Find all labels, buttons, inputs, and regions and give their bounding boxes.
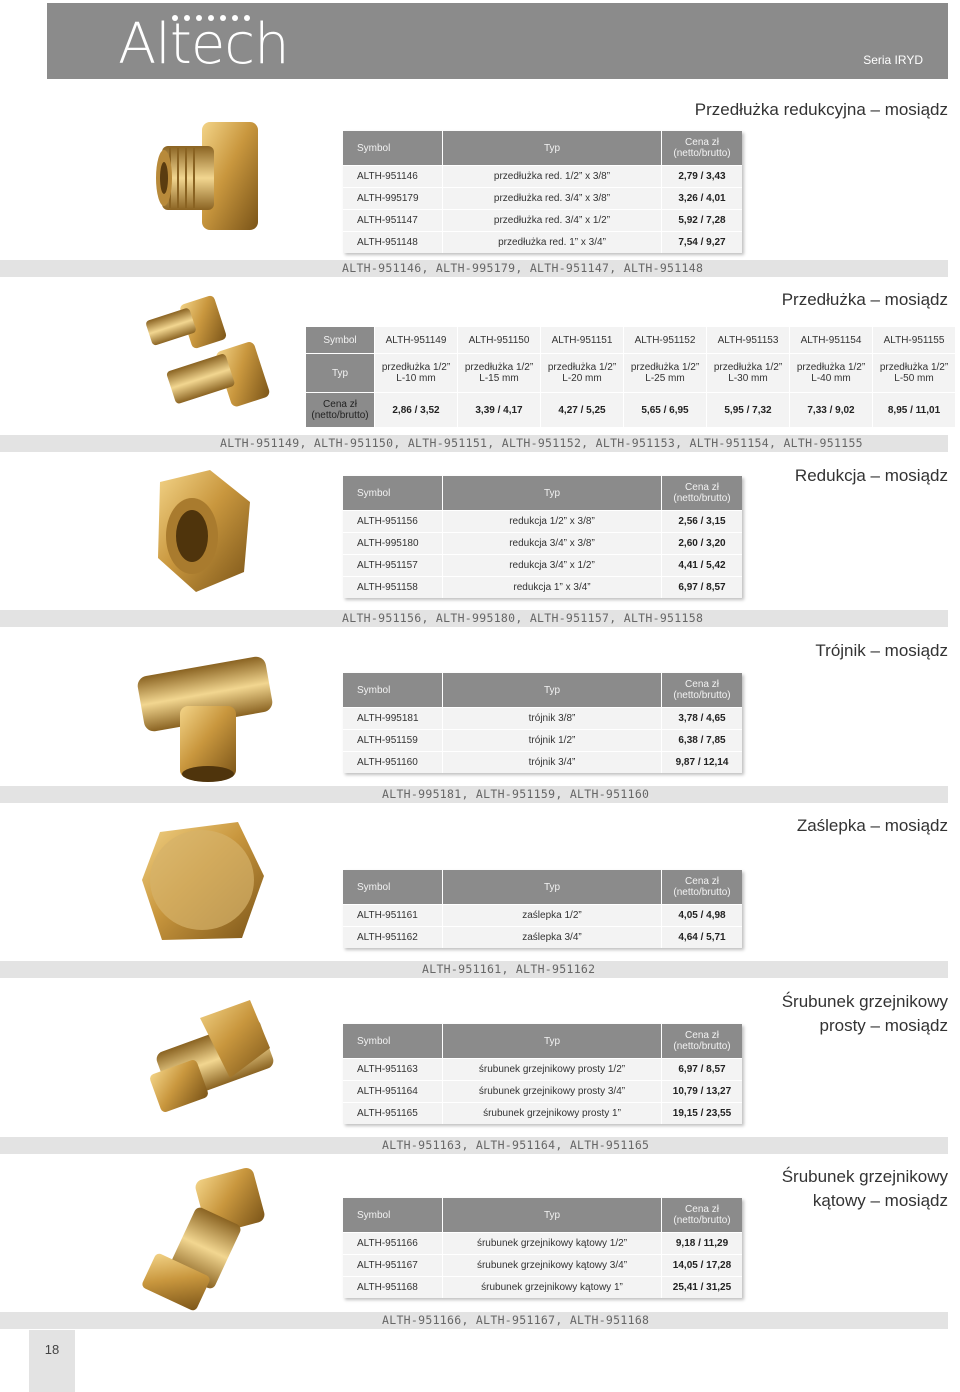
column-header-symbol: Symbol (343, 1198, 443, 1233)
table-cell: przedłużka red. 3/4” x 3/8” (443, 188, 662, 210)
product-photo-reducing-extension (140, 110, 270, 240)
section-title-srubunek-prosty: Śrubunek grzejnikowy prosty – mosiądz (781, 992, 948, 1035)
table-row (343, 533, 742, 555)
table-cell: ALTH-951165 (343, 1103, 443, 1125)
table-cell: ALTH-951158 (343, 577, 443, 599)
page-number: 18 (44, 1342, 60, 1357)
table-cell: ALTH-951167 (343, 1255, 443, 1277)
table-cell: 8,95 / 11,01 (873, 393, 956, 428)
table-cell: przedłużka red. 1” x 3/4” (443, 232, 662, 254)
codes-label: ALTH-951161, ALTH-951162 (422, 962, 596, 976)
price-table-srubunek-prosty (343, 1024, 742, 1124)
price-table-srubunek-katowy (343, 1198, 742, 1298)
page-header (47, 3, 948, 79)
section-title-przedluzka-redukcyjna: Przedłużka redukcyjna – mosiądz (694, 100, 948, 119)
table-cell: śrubunek grzejnikowy kątowy 3/4” (443, 1255, 662, 1277)
table-cell: ALTH-995179 (343, 188, 443, 210)
codes-label: ALTH-951166, ALTH-951167, ALTH-951168 (382, 1313, 650, 1327)
table-row (343, 1081, 742, 1103)
product-photo-cap (138, 814, 268, 949)
product-photo-reducer (140, 462, 270, 602)
table-cell: ALTH-951161 (343, 905, 443, 927)
table-row-cena (306, 393, 956, 428)
column-header-cena: Cena zł (netto/brutto) (662, 476, 743, 511)
table-cell: przedłużka 1/2” L-10 mm (375, 354, 458, 393)
table-row (343, 752, 742, 774)
table-cell: 14,05 / 17,28 (662, 1255, 743, 1277)
table-cell: Symbol (306, 327, 375, 354)
table-cell: ALTH-951160 (343, 752, 443, 774)
table-cell: zaślepka 3/4” (443, 927, 662, 949)
codes-label: ALTH-951156, ALTH-995180, ALTH-951157, ALTH-951158 (342, 611, 704, 625)
table-cell: ALTH-951153 (707, 327, 790, 354)
table-cell: przedłużka red. 1/2” x 3/8” (443, 166, 662, 188)
column-header-symbol: Symbol (343, 870, 443, 905)
table-cell: przedłużka 1/2” L-25 mm (624, 354, 707, 393)
table-cell: śrubunek grzejnikowy kątowy 1/2” (443, 1233, 662, 1255)
table-row (343, 166, 742, 188)
table-row (343, 730, 742, 752)
table-cell: ALTH-951152 (624, 327, 707, 354)
table-cell: śrubunek grzejnikowy kątowy 1” (443, 1277, 662, 1299)
table-row (343, 927, 742, 949)
page-number-box (29, 1330, 75, 1392)
table-cell: 3,26 / 4,01 (662, 188, 743, 210)
table-cell: 2,79 / 3,43 (662, 166, 743, 188)
table-cell: 3,39 / 4,17 (458, 393, 541, 428)
codes-label: ALTH-995181, ALTH-951159, ALTH-951160 (382, 787, 650, 801)
table-cell: 10,79 / 13,27 (662, 1081, 743, 1103)
table-cell: 4,41 / 5,42 (662, 555, 743, 577)
codes-band (0, 260, 948, 277)
table-cell: trójnik 3/8” (443, 708, 662, 730)
column-header-cena: Cena zł (netto/brutto) (662, 1024, 743, 1059)
table-cell: redukcja 1” x 3/4” (443, 577, 662, 599)
table-cell: śrubunek grzejnikowy prosty 3/4” (443, 1081, 662, 1103)
table-row (343, 232, 742, 254)
table-cell: redukcja 3/4” x 1/2” (443, 555, 662, 577)
table-cell: śrubunek grzejnikowy prosty 1” (443, 1103, 662, 1125)
table-row (343, 511, 742, 533)
table-cell: ALTH-995181 (343, 708, 443, 730)
table-cell: 9,18 / 11,29 (662, 1233, 743, 1255)
table-cell: 2,60 / 3,20 (662, 533, 743, 555)
column-header-cena: Cena zł (netto/brutto) (662, 1198, 743, 1233)
table-row (343, 1103, 742, 1125)
product-photo-tee (130, 636, 280, 786)
column-header-typ: Typ (443, 870, 662, 905)
column-header-symbol: Symbol (343, 131, 443, 166)
table-row (343, 1277, 742, 1299)
table-row (343, 577, 742, 599)
table-cell: redukcja 3/4” x 3/8” (443, 533, 662, 555)
column-header-typ: Typ (443, 476, 662, 511)
codes-band (0, 610, 948, 627)
table-row (343, 210, 742, 232)
table-cell: 25,41 / 31,25 (662, 1277, 743, 1299)
table-cell: ALTH-951162 (343, 927, 443, 949)
table-cell: 2,56 / 3,15 (662, 511, 743, 533)
codes-label: ALTH-951149, ALTH-951150, ALTH-951151, ALTH-951152, ALTH-951153, ALTH-951154, ALTH-951155 (220, 436, 863, 450)
column-header-symbol: Symbol (343, 1024, 443, 1059)
column-header-typ: Typ (443, 1198, 662, 1233)
table-cell: ALTH-951147 (343, 210, 443, 232)
table-cell: 3,78 / 4,65 (662, 708, 743, 730)
table-cell: Cena zł (netto/brutto) (306, 393, 375, 428)
price-table-przedluzka-redukcyjna (343, 131, 742, 253)
column-header-cena: Cena zł (netto/brutto) (662, 131, 743, 166)
price-table-zaslepka (343, 870, 742, 948)
table-cell: ALTH-951155 (873, 327, 956, 354)
table-cell: trójnik 3/4” (443, 752, 662, 774)
product-photo-angle-union (140, 1163, 290, 1313)
table-cell: 5,65 / 6,95 (624, 393, 707, 428)
table-cell: przedłużka 1/2” L-30 mm (707, 354, 790, 393)
table-cell: 9,87 / 12,14 (662, 752, 743, 774)
table-cell: przedłużka 1/2” L-40 mm (790, 354, 873, 393)
table-cell: śrubunek grzejnikowy prosty 1/2” (443, 1059, 662, 1081)
price-table-przedluzka (306, 327, 956, 428)
table-cell: 4,64 / 5,71 (662, 927, 743, 949)
table-cell: ALTH-951151 (541, 327, 624, 354)
table-cell: ALTH-995180 (343, 533, 443, 555)
table-cell: 5,92 / 7,28 (662, 210, 743, 232)
table-row (343, 1233, 742, 1255)
table-cell: ALTH-951159 (343, 730, 443, 752)
table-cell: 2,86 / 3,52 (375, 393, 458, 428)
table-row (343, 555, 742, 577)
table-row (343, 905, 742, 927)
brand-logo: Altech (118, 12, 289, 77)
table-cell: przedłużka 1/2” L-15 mm (458, 354, 541, 393)
table-row-typ (306, 354, 956, 393)
codes-band (0, 786, 948, 803)
codes-band (0, 1312, 948, 1329)
table-cell: ALTH-951149 (375, 327, 458, 354)
table-row (343, 188, 742, 210)
section-title-przedluzka: Przedłużka – mosiądz (781, 290, 948, 309)
table-cell: przedłużka 1/2” L-20 mm (541, 354, 624, 393)
column-header-cena: Cena zł (netto/brutto) (662, 673, 743, 708)
table-row (343, 1255, 742, 1277)
price-table-redukcja (343, 476, 742, 598)
table-row-symbol (306, 327, 956, 354)
product-photo-straight-union (140, 988, 290, 1128)
table-cell: zaślepka 1/2” (443, 905, 662, 927)
section-title-trojnik: Trójnik – mosiądz (815, 641, 948, 660)
table-cell: 6,97 / 8,57 (662, 1059, 743, 1081)
table-row (343, 1059, 742, 1081)
price-table-trojnik (343, 673, 742, 773)
column-header-symbol: Symbol (343, 476, 443, 511)
table-cell: ALTH-951163 (343, 1059, 443, 1081)
table-cell: 6,38 / 7,85 (662, 730, 743, 752)
product-photo-extension (130, 292, 280, 422)
section-title-zaslepka: Zaślepka – mosiądz (796, 816, 948, 835)
column-header-typ: Typ (443, 1024, 662, 1059)
table-cell: 4,05 / 4,98 (662, 905, 743, 927)
table-cell: 7,54 / 9,27 (662, 232, 743, 254)
table-cell: ALTH-951150 (458, 327, 541, 354)
codes-label: ALTH-951146, ALTH-995179, ALTH-951147, ALTH-951148 (342, 261, 704, 275)
table-cell: ALTH-951168 (343, 1277, 443, 1299)
table-cell: redukcja 1/2” x 3/8” (443, 511, 662, 533)
table-cell: ALTH-951146 (343, 166, 443, 188)
codes-label: ALTH-951163, ALTH-951164, ALTH-951165 (382, 1138, 650, 1152)
section-title-redukcja: Redukcja – mosiądz (794, 466, 948, 485)
table-cell: ALTH-951156 (343, 511, 443, 533)
codes-band (0, 961, 948, 978)
table-cell: ALTH-951154 (790, 327, 873, 354)
table-cell: ALTH-951166 (343, 1233, 443, 1255)
section-title-srubunek-katowy: Śrubunek grzejnikowy kątowy – mosiądz (781, 1167, 948, 1210)
table-cell: 19,15 / 23,55 (662, 1103, 743, 1125)
column-header-typ: Typ (443, 131, 662, 166)
table-cell: ALTH-951164 (343, 1081, 443, 1103)
table-cell: ALTH-951148 (343, 232, 443, 254)
codes-band (0, 435, 948, 452)
table-cell: ALTH-951157 (343, 555, 443, 577)
table-cell: 7,33 / 9,02 (790, 393, 873, 428)
column-header-symbol: Symbol (343, 673, 443, 708)
table-cell: trójnik 1/2” (443, 730, 662, 752)
column-header-typ: Typ (443, 673, 662, 708)
table-row (343, 708, 742, 730)
table-cell: przedłużka red. 3/4” x 1/2” (443, 210, 662, 232)
codes-band (0, 1137, 948, 1154)
table-cell: 6,97 / 8,57 (662, 577, 743, 599)
table-cell: przedłużka 1/2” L-50 mm (873, 354, 956, 393)
column-header-cena: Cena zł (netto/brutto) (662, 870, 743, 905)
table-cell: 4,27 / 5,25 (541, 393, 624, 428)
table-cell: Typ (306, 354, 375, 393)
table-cell: 5,95 / 7,32 (707, 393, 790, 428)
series-label: Seria IRYD (863, 53, 923, 67)
